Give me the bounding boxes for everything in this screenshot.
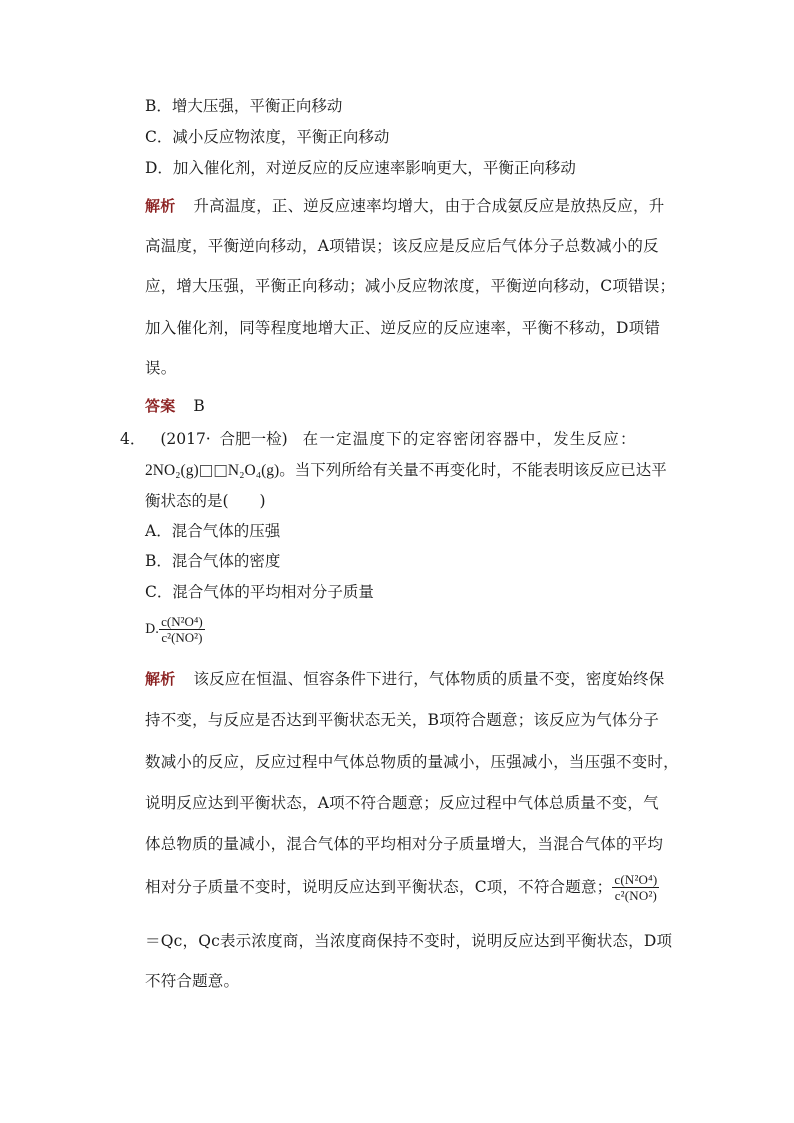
explanation-line-2: 高温度，平衡逆向移动，A项错误；该反应是反应后气体分子总数减小的反 [145,237,659,255]
explanation-line-4: 加入催化剂，同等程度地增大正、逆反应的反应速率，平衡不移动，D项错 [145,319,661,337]
fraction-numerator: c(N²O⁴) [161,614,203,629]
question-number: 4． [120,430,146,448]
q4-explanation-label: 解析 [145,670,176,688]
q4-option-b: B．混合气体的密度 [145,552,281,570]
question-stem: 在一定温度下的定容密闭容器中，发生反应： [302,430,637,448]
option-c: C．减小反应物浓度，平衡正向移动 [145,128,390,146]
answer-label: 答案 [145,397,176,415]
q4-explanation-text-6: 相对分子质量不变时，说明反应达到平衡状态，C项，不符合题意； [145,878,613,896]
explanation-fraction [612,872,659,903]
q4-option-a: A．混合气体的压强 [145,522,281,540]
q4-explanation-line-6 [145,872,685,903]
q4-explanation-line-7: ＝Qc，Qc表示浓度商，当浓度商保持不变时，说明反应达到平衡状态，D项 [145,932,673,950]
q4-option-d [145,614,794,645]
option-d-fraction [159,614,205,645]
q4-option-c: C．混合气体的平均相对分子质量 [145,583,374,601]
q4-explanation-line-3: 数减小的反应，反应过程中气体总物质的量减小，压强减小，当压强不变时， [145,753,679,771]
q4-explanation-line-8: 不符合题意。 [145,972,240,990]
equation-rhs: N₂O₄(g) [227,462,280,479]
option-d: D．加入催化剂，对逆反应的反应速率影响更大，平衡正向移动 [145,159,576,177]
q4-explanation-line-5: 体总物质的量减小，混合气体的平均相对分子质量增大，当混合气体的平均 [145,835,664,853]
answer-value: B [193,397,205,415]
fraction-denominator: c²(NO²) [161,630,203,645]
option-b: B．增大压强，平衡正向移动 [145,97,343,115]
equilibrium-arrow-icon: □□ [198,461,228,479]
option-d-prefix: D. [145,622,160,637]
explanation-line-5: 误。 [145,359,177,377]
q4-explanation-line-1 [145,669,675,689]
question-stem-tail: 。当下列所给有关量不再变化时，不能表明该反应已达平 [279,461,667,479]
explanation-fraction-denominator: c²(NO²) [614,888,658,903]
question-source: (2017· 合肥一检) [160,430,288,448]
explanation-fraction-numerator: c(N²O⁴) [614,872,658,887]
question-4-line-2 [145,460,794,481]
equation-lhs: 2NO₂(g) [145,462,199,479]
q4-explanation-line-2: 持不变，与反应是否达到平衡状态无关，B项符合题意；该反应为气体分子 [145,711,659,729]
explanation-line-1 [145,196,675,216]
explanation-label: 解析 [145,197,176,215]
q4-explanation-line-4: 说明反应达到平衡状态，A项不符合题意；反应过程中气体总质量不变，气 [145,794,659,812]
question-4-line-3: 衡状态的是( ) [145,492,266,510]
answer-line [145,396,675,416]
explanation-text: 升高温度，正、逆反应速率均增大，由于合成氨反应是放热反应，升 [193,197,665,215]
q4-explanation-text: 该反应在恒温、恒容条件下进行，气体物质的质量不变，密度始终保 [193,670,665,688]
explanation-line-3: 应，增大压强，平衡正向移动；减小反应物浓度，平衡逆向移动，C项错误； [145,277,676,295]
question-4-line-1 [120,429,794,449]
